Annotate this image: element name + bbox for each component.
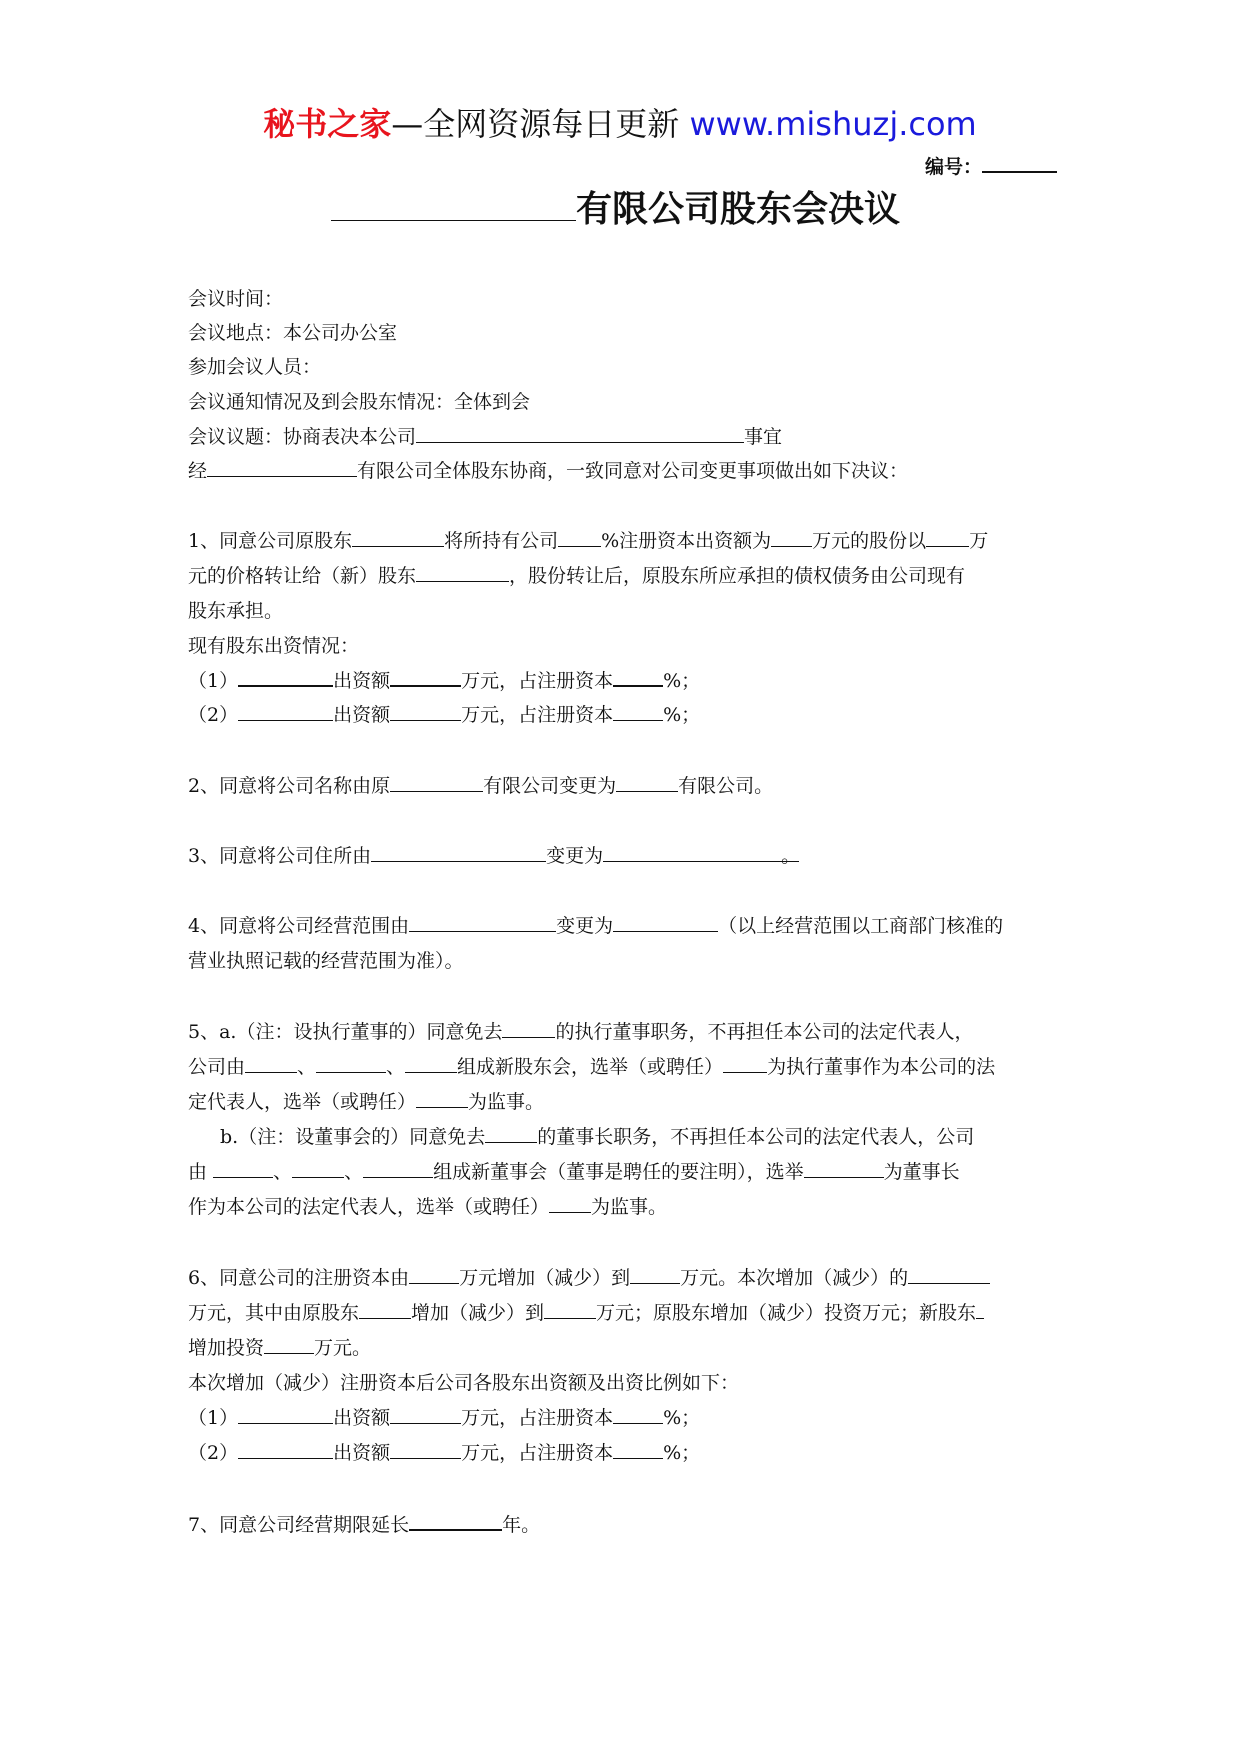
document-title — [331, 186, 900, 234]
item5-text: 为董事长 — [883, 1161, 960, 1183]
item5-text: 作为本公司的法定代表人，选举（或聘任） — [188, 1196, 550, 1218]
blank — [804, 1159, 884, 1178]
item1-line2 — [188, 563, 965, 589]
blank — [264, 1335, 314, 1354]
blank — [502, 1019, 555, 1038]
item6-text: 增加投资 — [188, 1337, 265, 1359]
item4-text: 变更为 — [556, 915, 614, 937]
item5-text: 由 — [188, 1161, 214, 1183]
item7-text: 年。 — [502, 1514, 541, 1536]
row-text: 万元，占注册资本 — [461, 1442, 614, 1464]
item5-line1 — [188, 1019, 973, 1045]
blank — [359, 1300, 411, 1319]
title-text: 有限公司股东会决议 — [576, 189, 901, 230]
row-text: 出资额 — [333, 704, 391, 726]
item6-text: 万元；原股东增加（减少）投资万元；新股东 — [596, 1302, 977, 1324]
blank — [549, 1194, 591, 1213]
item6-text: 万元。 — [314, 1337, 372, 1359]
item6-line3 — [188, 1335, 371, 1361]
row-index: （2） — [188, 704, 239, 726]
row-index: （1） — [188, 670, 239, 692]
blank — [213, 1159, 273, 1178]
item1-text: 股东承担。 — [188, 600, 284, 622]
item4-text: 4、同意将公司经营范围由 — [188, 915, 410, 937]
serial-number — [925, 152, 1057, 179]
item6-row2 — [188, 1440, 700, 1466]
item2 — [188, 773, 773, 799]
row-text: 出资额 — [333, 670, 391, 692]
item5-text: 公司由 — [188, 1056, 246, 1078]
row-text: 万元，占注册资本 — [461, 1407, 614, 1429]
item6-text: 增加（减少）到 — [411, 1302, 545, 1324]
row-text: %； — [663, 670, 701, 692]
item1-line3 — [188, 598, 283, 624]
item7 — [188, 1511, 540, 1538]
shareholder-blank — [238, 667, 333, 687]
blank — [723, 1054, 767, 1073]
item4-line1 — [188, 913, 1003, 939]
item5-text: 为监事。 — [468, 1091, 545, 1113]
item2-text: 2、同意将公司名称由原 — [188, 775, 391, 797]
item1-line1 — [188, 528, 988, 554]
item1-row2 — [188, 702, 700, 728]
topic-text: 会议议题：协商表决本公司 — [188, 426, 417, 448]
item5-line6 — [188, 1194, 667, 1220]
blank — [603, 843, 801, 867]
item6-row1 — [188, 1405, 700, 1431]
item5-text: 组成新股东会，选举（或聘任） — [457, 1056, 724, 1078]
row-text: 出资额 — [333, 1407, 391, 1429]
blank — [409, 913, 556, 932]
amount-blank — [390, 1440, 461, 1459]
item6-text: 万元。本次增加（减少）的 — [680, 1267, 909, 1289]
meeting-attendees — [188, 354, 321, 380]
blank — [976, 1300, 984, 1319]
item1-text: 元的价格转让给（新）股东 — [188, 565, 417, 587]
item7-text: 7、同意公司经营期限延长 — [188, 1514, 410, 1536]
item5-text: 的董事长职务，不再担任本公司的法定代表人，公司 — [537, 1126, 975, 1148]
meeting-time-text: 会议时间： — [188, 288, 284, 310]
item5-line4 — [220, 1124, 974, 1150]
intro-text: 有限公司全体股东协商，一致同意对公司变更事项做出如下决议： — [357, 460, 909, 482]
meeting-place — [188, 320, 397, 346]
blank — [558, 528, 601, 547]
shareholder-blank — [238, 1405, 333, 1424]
meeting-notice — [188, 389, 530, 415]
item1-text: ，股份转让后，原股东所应承担的债权债务由公司现有 — [509, 565, 966, 587]
blank — [416, 563, 509, 582]
item5-text: 为执行董事作为本公司的法 — [767, 1056, 996, 1078]
banner-tagline: —全网资源每日更新 — [391, 105, 690, 143]
item3-text: 3、同意将公司住所由 — [188, 845, 372, 867]
meeting-intro — [188, 458, 908, 484]
meeting-place-text: 会议地点：本公司办公室 — [188, 322, 398, 344]
blank — [544, 1300, 596, 1319]
row-text: %； — [663, 1407, 701, 1429]
meeting-notice-text: 会议通知情况及到会股东情况：全体到会 — [188, 391, 531, 413]
item5-line3 — [188, 1089, 544, 1115]
item5-line5 — [188, 1159, 960, 1185]
meeting-attendees-text: 参加会议人员： — [188, 356, 322, 378]
topic-blank — [416, 424, 744, 443]
item1-text: 万元的股份以 — [812, 530, 927, 552]
blank — [613, 913, 718, 932]
amount-blank — [390, 1405, 461, 1424]
blank — [409, 1265, 459, 1284]
item6-line1 — [188, 1265, 990, 1291]
percent-blank — [613, 702, 663, 721]
item5-text: 、 — [273, 1161, 293, 1183]
banner-url[interactable]: www.mishuzj.com — [689, 105, 977, 143]
topic-suffix: 事宜 — [744, 426, 783, 448]
percent-blank — [613, 1405, 663, 1424]
blank — [485, 1124, 537, 1143]
item2-text: 有限公司。 — [678, 775, 774, 797]
percent-blank — [613, 667, 663, 687]
item3-text: 变更为 — [546, 845, 604, 867]
item4-text: 营业执照记载的经营范围为准）。 — [188, 950, 464, 972]
item1-row1 — [188, 667, 700, 694]
item5-text: 定代表人，选举（或聘任） — [188, 1091, 417, 1113]
item6-text: 本次增加（减少）注册资本后公司各股东出资额及出资比例如下： — [188, 1372, 740, 1394]
serial-label: 编号： — [925, 156, 983, 178]
item6-line4 — [188, 1370, 739, 1396]
row-text: 出资额 — [333, 1442, 391, 1464]
item5-text: 、 — [386, 1056, 406, 1078]
blank — [616, 773, 678, 792]
site-banner — [0, 102, 1240, 146]
row-text: 万元，占注册资本 — [461, 704, 614, 726]
percent-blank — [613, 1440, 663, 1459]
row-text: %； — [663, 1442, 701, 1464]
item5-text: 5、a.（注：设执行董事的）同意免去 — [188, 1021, 503, 1043]
item3 — [188, 843, 799, 869]
item1-text: 将所持有公司 — [444, 530, 559, 552]
row-text: 万元，占注册资本 — [461, 670, 614, 692]
blank — [630, 1265, 680, 1284]
meeting-time — [188, 286, 283, 312]
item1-text: 1、同意公司原股东 — [188, 530, 353, 552]
item2-text: 有限公司变更为 — [483, 775, 617, 797]
shareholder-blank — [238, 702, 333, 721]
item5-line2 — [188, 1054, 995, 1080]
blank — [771, 528, 812, 547]
row-text: %； — [663, 704, 701, 726]
blank — [416, 1089, 468, 1108]
blank — [316, 1054, 386, 1073]
row-index: （1） — [188, 1407, 239, 1429]
banner-brand: 秘书之家 — [263, 105, 392, 143]
blank — [292, 1159, 344, 1178]
blank — [405, 1054, 457, 1073]
item5-text: 、 — [344, 1161, 364, 1183]
item5-text: 组成新董事会（董事是聘任的要注明），选举 — [433, 1161, 804, 1183]
item6-text: 6、同意公司的注册资本由 — [188, 1267, 410, 1289]
item4-text: （以上经营范围以工商部门核准的 — [718, 915, 1004, 937]
blank — [908, 1265, 990, 1284]
amount-blank — [390, 667, 461, 687]
item1-line4 — [188, 633, 359, 659]
item6-text: 万元增加（减少）到 — [459, 1267, 631, 1289]
blank — [352, 528, 444, 547]
blank — [926, 528, 969, 547]
item6-text: 万元，其中由原股东 — [188, 1302, 360, 1324]
item4-line2 — [188, 948, 464, 974]
blank — [363, 1159, 433, 1178]
amount-blank — [390, 702, 461, 721]
intro-prefix: 经 — [188, 460, 208, 482]
shareholder-blank — [238, 1440, 333, 1459]
years-blank — [409, 1511, 502, 1531]
item1-text: 万 — [969, 530, 989, 552]
item5-text: 、 — [297, 1056, 317, 1078]
serial-blank — [982, 153, 1057, 173]
item5-text: 为监事。 — [591, 1196, 668, 1218]
company-name-blank — [331, 186, 576, 221]
meeting-topic — [188, 424, 782, 450]
intro-company-blank — [207, 458, 357, 477]
item5-text: b.（注：设董事会的）同意免去 — [220, 1126, 486, 1148]
item6-line2 — [188, 1300, 984, 1326]
row-index: （2） — [188, 1442, 239, 1464]
blank — [245, 1054, 297, 1073]
item3-period: 。 — [781, 845, 801, 867]
item1-text: %注册资本出资额为 — [601, 530, 772, 552]
item1-text: 现有股东出资情况： — [188, 635, 360, 657]
blank — [390, 773, 483, 792]
blank — [371, 843, 546, 862]
item5-text: 的执行董事职务，不再担任本公司的法定代表人， — [555, 1021, 974, 1043]
